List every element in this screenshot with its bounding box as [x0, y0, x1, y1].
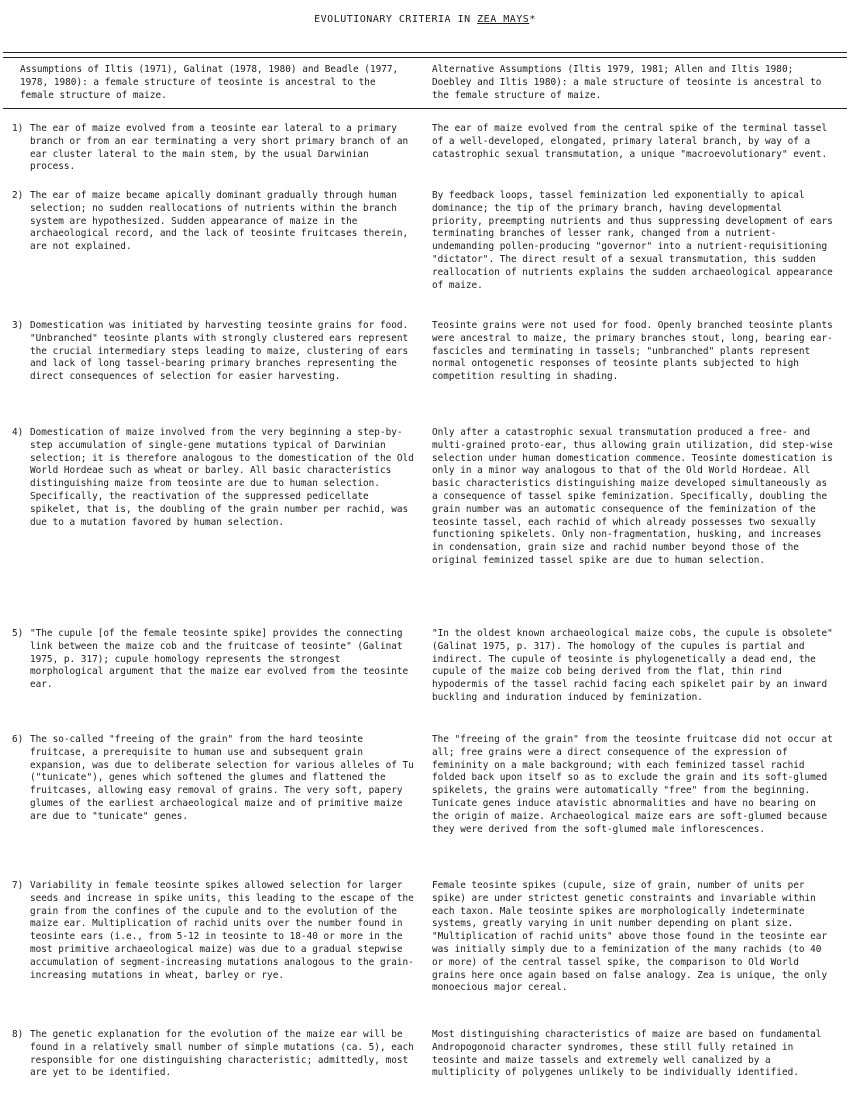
criterion-left-text: The genetic explanation for the evolution of the maize ear will be found in a relatively small number of simple mutations (ca. 5), each responsible for one distinguishing characteristic; admittedly, most are yet to be identified.: [30, 1029, 414, 1079]
criterion-number: 1): [12, 123, 24, 134]
top-rule: [3, 52, 847, 53]
criterion-number: 3): [12, 320, 24, 331]
header-left-assumptions: Assumptions of Iltis (1971), Galinat (1978, 1980) and Beadle (1977, 1978, 1980): a female structure of teosinte is ancestral to the female structure of maize.: [20, 64, 404, 101]
criterion-right-text: Most distinguishing characteristics of maize are based on fundamental Andropogonoid character syndromes, these still fully retained in teosinte and maize tassels and extremely well canalized by a multiplicity of polygenes unlikely to be individually identified.: [432, 1029, 822, 1079]
header-right-alternative-assumptions: Alternative Assumptions (Iltis 1979, 1981; Allen and Iltis 1980; Doebley and Iltis 1980): a male structure of teosinte is ancestral to the female structure of maize.: [432, 64, 828, 101]
criterion-number: 5): [12, 628, 24, 639]
criterion-number: 2): [12, 190, 24, 201]
criterion-right-text: The "freeing of the grain" from the teosinte fruitcase did not occur at all; free grains were a direct consequence of the expression of femininity on a male background; with each feminized tassel rachid folded back upon itself so as to exclude the grain and its soft-glumed spikelets, the grains were automatically "free" from the beginning. Tunicate genes induce atavistic abnormalities and have no bearing on the origin of maize. Archaeological maize ears are soft-glumed because they were derived from the soft-glumed male inflorescences.: [432, 734, 833, 835]
criterion-number: 7): [12, 880, 24, 891]
title-zea-mays: ZEA MAYS: [477, 14, 530, 25]
criterion-left-text: The ear of maize evolved from a teosinte ear lateral to a primary branch or from an ear terminating a very short primary branch of an ear cluster lateral to the main stem, by the usual Darwinian process.: [30, 123, 409, 173]
criterion-right-text: "In the oldest known archaeological maize cobs, the cupule is obsolete" (Galinat 1975, p. 317). The homology of the cupules is partial and indirect. The cupule of teosinte is phylogenetically a dead end, the cupule of the maize cob being derived from the flat, thin rind hypodermis of the tassel rachid facing each spikelet pair by an inward buckling and induration induced by feminization.: [432, 628, 833, 703]
title-asterisk: *: [529, 14, 536, 25]
title-prefix: EVOLUTIONARY CRITERIA IN: [314, 14, 478, 25]
criterion-number: 6): [12, 734, 24, 745]
criterion-right-text: By feedback loops, tassel feminization led exponentially to apical dominance; the tip of the primary branch, having developmental priority, preempting nutrients and thus suppressing development of ears terminating branches of lesser rank, changed from a nutrient-undemanding pollen-producing "governor" into a nutrient-requisitioning "dictator". The direct result of a sexual transmutation, this sudden reallocation of nutrients explains the sudden archaeological appearance of maize.: [432, 190, 833, 291]
criterion-left-text: Domestication of maize involved from the very beginning a step-by-step accumulation of single-gene mutations typical of Darwinian selection; it is therefore analogous to the domestication of the Old World Hordeae such as wheat or barley. All basic characteristics distinguishing maize from teosinte are due to human selection. Specifically, the reactivation of the suppressed pedicellate spikelet, that is, the doubling of the grain number per rachid, was due to a mutation favored by human selection.: [30, 427, 414, 528]
criterion-number: 4): [12, 427, 24, 438]
criterion-right-text: Only after a catastrophic sexual transmutation produced a free- and multi-grained proto-ear, thus allowing grain utilization, did step-wise selection under human domestication commence. Teosinte domestication is only in a minor way analogous to that of the Old World Hordeae. All basic characteristics distinguishing maize developed simultaneously as a consequence of tassel spike feminization. Specifically, doubling the grain number was an automatic consequence of the feminization of the teosinte tassel, each rachid of which already possesses two sexually functioning spikelets. Only non-fragmentation, husking, and increases in condensation, grain size and rachid number beyond those of the original feminized tassel spike are due to human selection.: [432, 427, 833, 566]
criterion-left-text: The ear of maize became apically dominant gradually through human selection; no sudden reallocations of nutrients within the branch system are hypothesized. Sudden appearance of maize in the archaeological record, and the lack of teosinte fruitcases therein, are not explained.: [30, 190, 409, 253]
criterion-right-text: Teosinte grains were not used for food. Openly branched teosinte plants were ancestral to maize, the primary branches stout, long, bearing ear-fascicles and terminating in tassels; "unbranched" plants represent normal ontogenetic responses of teosinte plants subjected to high competition resulting in shading.: [432, 320, 833, 383]
criterion-left-text: Domestication was initiated by harvesting teosinte grains for food. "Unbranched" teosinte plants with strongly clustered ears represent the crucial intermediary steps leading to maize, clustering of ears and lack of long tassel-bearing primary branches representing the direct consequences of selection for easier harvesting.: [30, 320, 409, 383]
document-title: [0, 14, 850, 25]
top-rule-second: [3, 57, 847, 58]
criterion-left-text: Variability in female teosinte spikes allowed selection for larger seeds and increase in spike units, this leading to the escape of the grain from the confines of the cupule and to the evolution of the maize ear. Multiplication of rachid units over the number found in teosinte ears (i.e., from 5-12 in teosinte to 18-40 or more in the most primitive archaeological maize) was due to a gradual stepwise accumulation of segment-increasing mutations analogous to the grain-increasing mutations in wheat, barley or rye.: [30, 880, 414, 981]
header-rule: [3, 108, 847, 109]
criterion-left-text: "The cupule [of the female teosinte spike] provides the connecting link between the maize cob and the fruitcase of teosinte" (Galinat 1975, p. 317); cupule homology represents the strongest morphological argument that the maize ear evolved from the teosinte ear.: [30, 628, 409, 691]
criterion-right-text: Female teosinte spikes (cupule, size of grain, number of units per spike) are under strictest genetic constraints and invariable within each taxon. Male teosinte spikes are morphologically indeterminate systems, greatly varying in unit number depending on plant size. "Multiplication of rachid units" above those found in the teosinte ear was initially simply due to a feminization of the many rachids (to 40 or more) of the central tassel spike, the comparison to Old World grains here once again based on false analogy. Zea is unique, the only monoecious major cereal.: [432, 880, 828, 994]
criterion-right-text: The ear of maize evolved from the central spike of the terminal tassel of a well-developed, elongated, primary lateral branch, by way of a catastrophic sexual transmutation, a unique "macroevolutionary" event.: [432, 123, 828, 160]
criterion-number: 8): [12, 1029, 24, 1040]
criterion-left-text: The so-called "freeing of the grain" from the hard teosinte fruitcase, a prerequisite to human use and subsequent grain expansion, was due to deliberate selection for various alleles of Tu ("tunicate"), genes which softened the glumes and flattened the fruitcases, allowing easy removal of grains. The very soft, papery glumes of the earliest archaeological maize and of primitive maize are due to "tunicate" genes.: [30, 734, 414, 822]
